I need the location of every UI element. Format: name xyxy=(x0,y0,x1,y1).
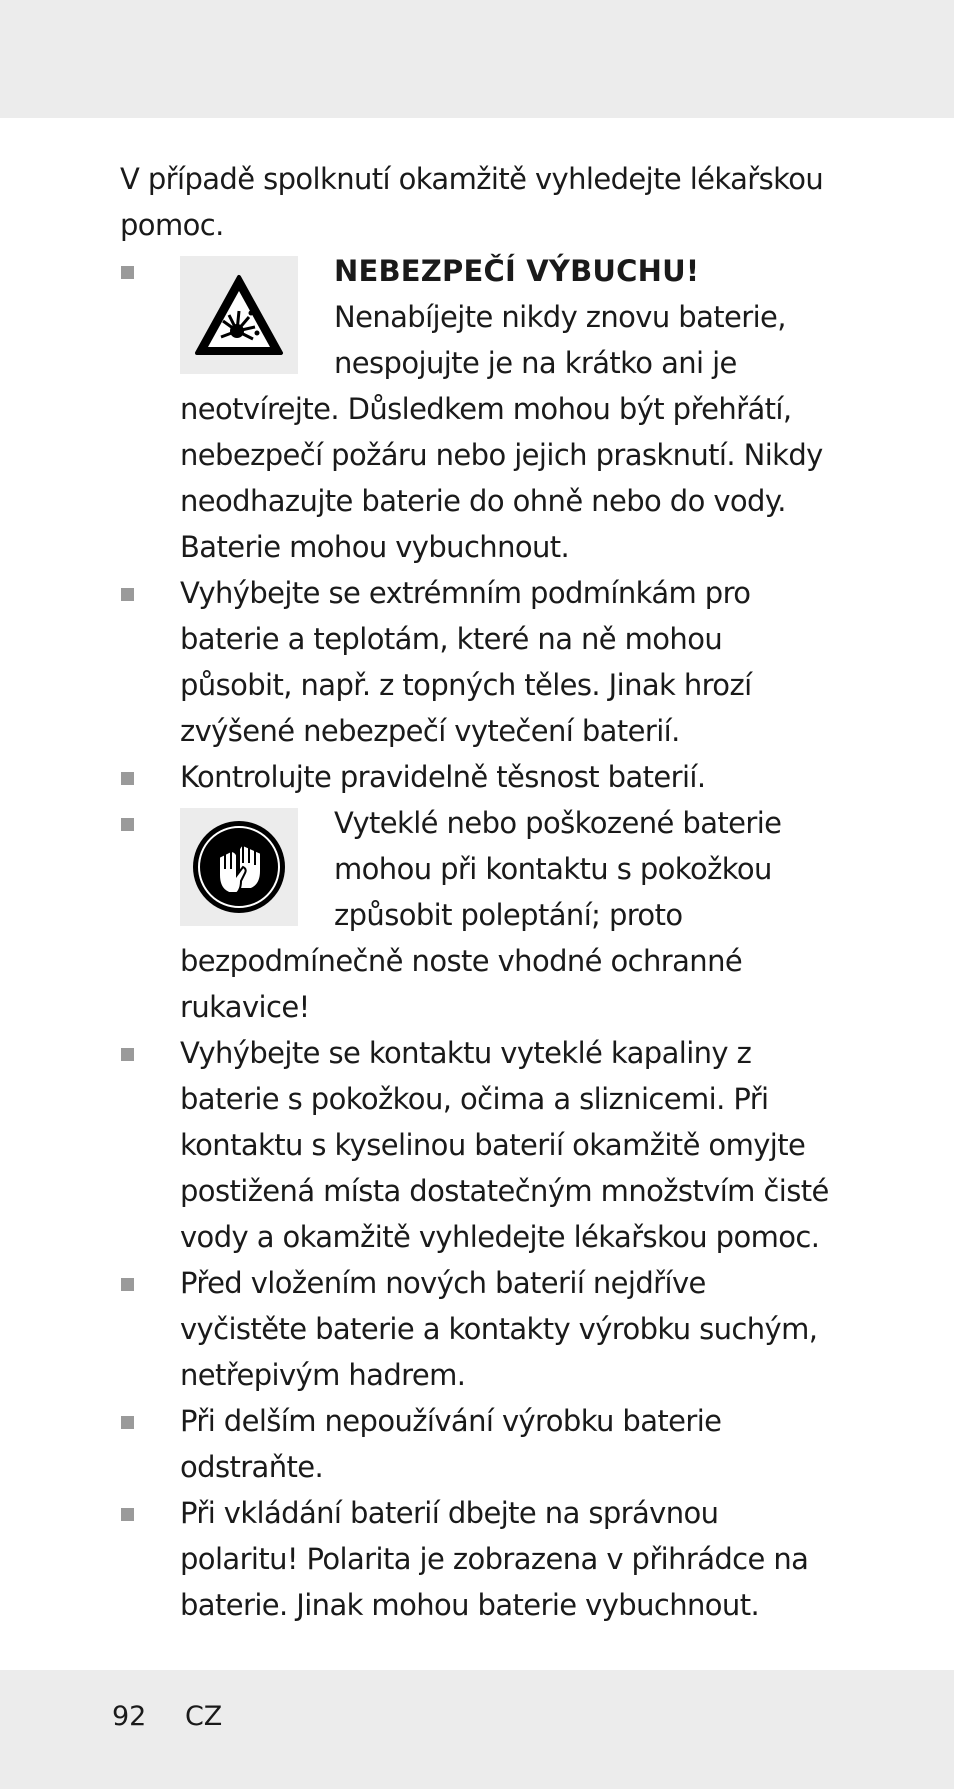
list-item xyxy=(120,248,835,570)
item-text: Při delším nepoužívání výrobku baterie odstraňte. xyxy=(180,1404,722,1484)
item-text: Kontrolujte pravidelně těsnost baterií. xyxy=(180,760,706,794)
bullet-square-icon xyxy=(121,1416,134,1429)
bullet-square-icon xyxy=(121,772,134,785)
list-item xyxy=(120,800,835,1030)
list-item xyxy=(120,1490,835,1628)
list-item xyxy=(120,1398,835,1490)
page-footer xyxy=(112,1700,222,1734)
page-content xyxy=(120,156,835,1628)
protective-gloves-icon xyxy=(180,808,298,926)
intro-paragraph: V případě spolknutí okamžitě vyhledejte lékařskou pomoc. xyxy=(120,162,824,242)
list-item xyxy=(120,754,835,800)
language-code: CZ xyxy=(184,1701,223,1732)
bullet-square-icon xyxy=(121,1278,134,1291)
list-item xyxy=(120,1260,835,1398)
item-text: Před vložením nových baterií nejdříve vyčistěte baterie a kontakty výrobku suchým, netřepivým hadrem. xyxy=(180,1266,818,1392)
item-text: Vyhýbejte se extrémním podmínkám pro baterie a teplotám, které na ně mohou působit, např. z topných těles. Jinak hrozí zvýšené nebezpečí vytečení baterií. xyxy=(180,576,752,748)
item-text: Při vkládání baterií dbejte na správnou polaritu! Polarita je zobrazena v přihrádce na baterie. Jinak mohou baterie vybuchnout. xyxy=(180,1496,809,1622)
explosion-warning-icon xyxy=(180,256,298,374)
bullet-square-icon xyxy=(121,818,134,831)
list-item xyxy=(120,1030,835,1260)
header-band xyxy=(0,0,954,118)
item-text: Nenabíjejte nikdy znovu baterie, nespojujte je na krátko ani je neotvírejte. Důsledkem mohou být přehřátí, nebezpečí požáru nebo jejich prasknutí. Nikdy neodhazujte baterie do ohně nebo do vody. Baterie mohou vybuchnout. xyxy=(180,300,823,564)
bullet-square-icon xyxy=(121,1508,134,1521)
bullet-square-icon xyxy=(121,1048,134,1061)
page-number: 92 xyxy=(112,1701,147,1732)
list-item xyxy=(120,570,835,754)
bullet-square-icon xyxy=(121,266,134,279)
bullet-square-icon xyxy=(121,588,134,601)
danger-heading: NEBEZPEČÍ VÝBUCHU! xyxy=(334,254,700,288)
item-text: Vyteklé nebo poškozené baterie mohou při kontaktu s pokožkou způsobit poleptání; proto bezpodmínečně noste vhodné ochranné rukavice! xyxy=(180,806,782,1024)
safety-list xyxy=(120,248,835,1628)
item-text: Vyhýbejte se kontaktu vyteklé kapaliny z baterie s pokožkou, očima a sliznicemi. Při kontaktu s kyselinou baterií okamžitě omyjte postižená místa dostatečným množstvím čisté vody a okamžitě vyhledejte lékařskou pomoc. xyxy=(180,1036,829,1254)
